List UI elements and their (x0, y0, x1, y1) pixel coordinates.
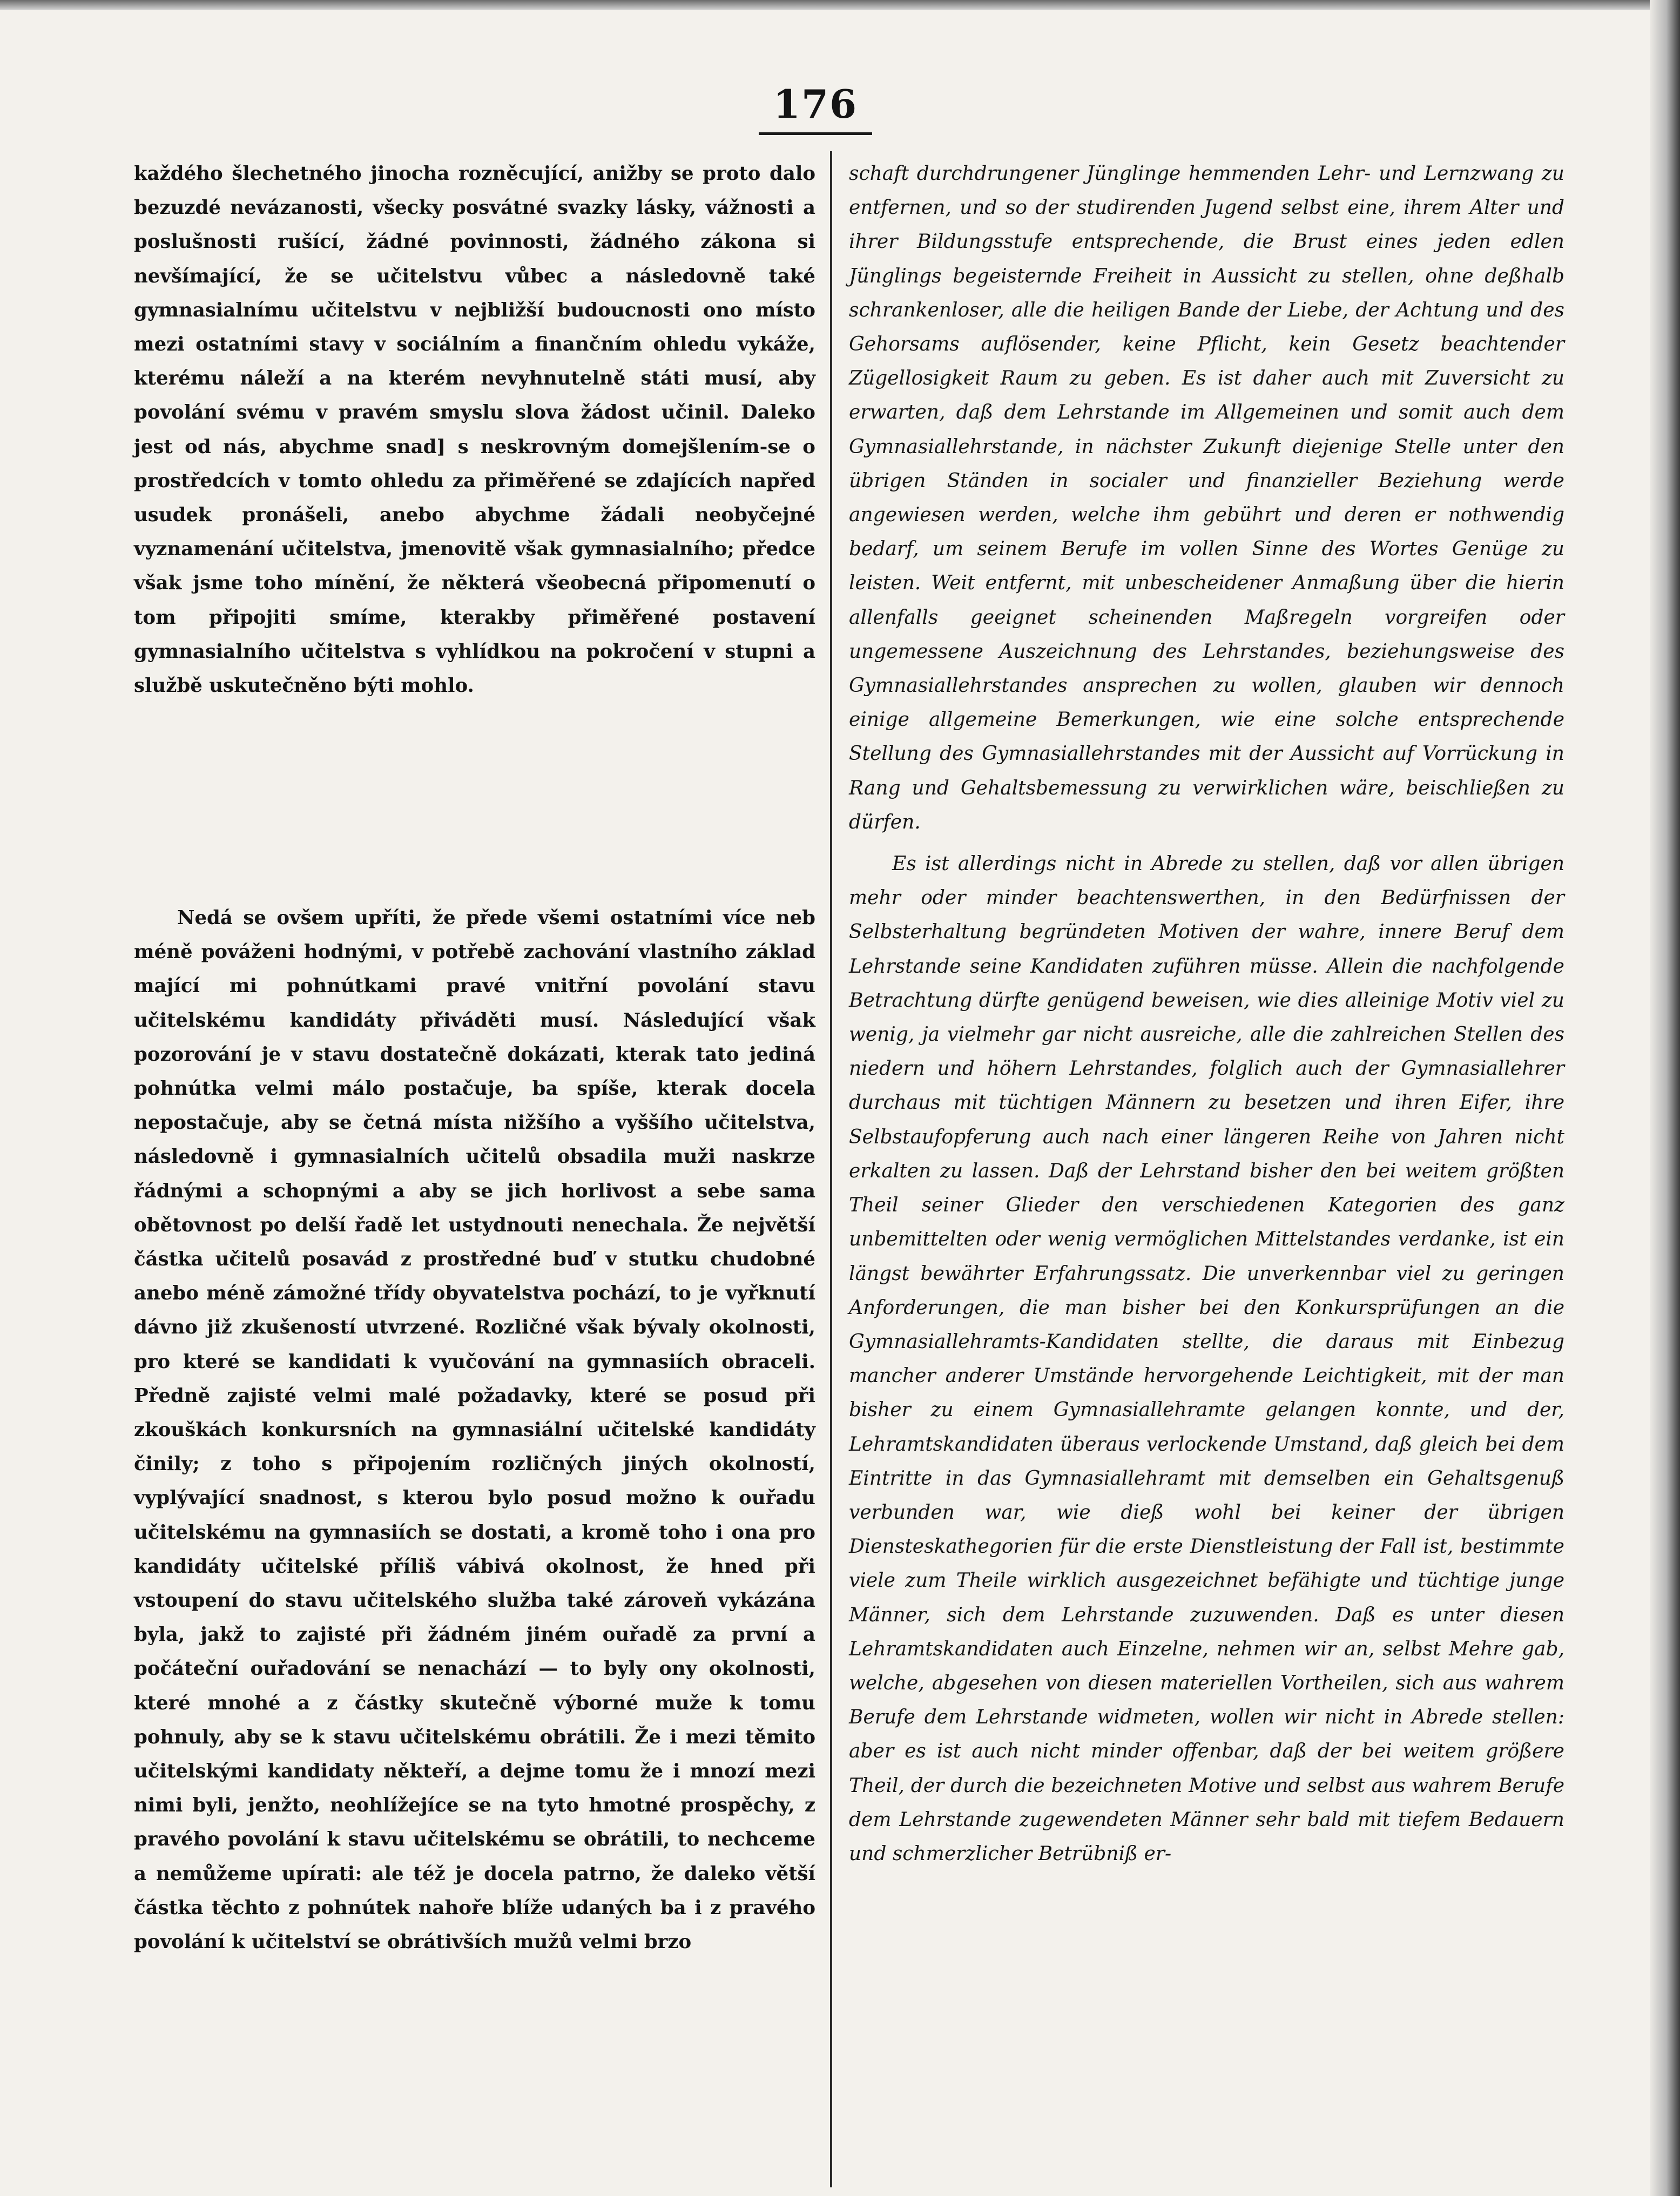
scan-top-edge (0, 0, 1680, 10)
czech-paragraph-2: Nedá se ovšem upříti, že přede všemi ostatními více neb méně pováženi hodnými, v potřebě zachování vlastního základ mající mi pohnútkami pravé vnitřní povolání stavu učitelskému kandidáty přiváděti musí. Následující však pozorování je v stavu dostatečně dokázati, kterak tato jediná pohnútka velmi málo postačuje, ba spíše, kterak docela nepostačuje, aby se četná místa nižšího a vyššího učitelstva, následovně i gymnasialních učitelů obsadila muži naskrze řádnými a schopnými a aby se jich horlivost a sebe sama obětovnost po delší řadě let ustydnouti nenechala. Že největší částka učitelů posavád z prostředné buď v stutku chudobné anebo méně zámožné třídy obyvatelstva pochází, to je vyřknutí dávno již zkušeností utvrzené. Rozličné však bývaly okolnosti, pro které se kandidati k vyučování na gymnasiích obraceli. Předně zajisté velmi malé požadavky, které se posud při zkouškách konkursních na gymnasiální učitelské kandidáty činily; z toho s připojením rozličných jiných okolností, vyplývající snadnost, s kterou bylo posud možno k ouřadu učitelskému na gymnasiích se dostati, a kromě toho i ona pro kandidáty učitelské příliš vábivá okolnost, že hned při vstoupení do stavu učitelského služba také zároveň vykázána byla, jakž to zajisté při žádném jiném ouřadě za první a počáteční ouřadování se nenachází — to byly ony okolnosti, které mnohé a z částky skutečně výborné muže k tomu pohnuly, aby se k stavu učitelskému obrátili. Že i mezi těmito učitelskými kandidaty někteří, a dejme tomu že i mnozí mezi nimi byli, jenžto, neohlížejíce se na tyto hmotné prospěchy, z pravého povolání k stavu učitelskému se obrátili, to nechceme a nemůžeme upírati: ale též je docela patrno, že daleko větší částka těchto z pohnútek nahoře blíže udaných ba i z pravého povolání k učitelství se obrátivších mužů velmi brzo (134, 907, 815, 1954)
scan-right-edge (1650, 0, 1680, 2196)
left-column-lower (134, 901, 815, 1959)
paragraph-gap (849, 839, 1564, 847)
page-number-underline (759, 132, 872, 135)
czech-paragraph-1: každého šlechetného jinocha rozněcující, anižby se proto dalo bezuzdé nevázanosti, všecky posvátné svazky lásky, vážnosti a poslušnosti rušící, žádné povinnosti, žádného zákona si nevšímající, že se učitelstvu vůbec a následovně také gymnasialnímu učitelstvu v nejbližší budoucnosti ono místo mezi ostatními stavy v sociálním a finančním ohledu vykáže, kterému náleží a na kterém nevyhnutelně státi musí, aby povolání svému v pravém smyslu slova žádost učinil. Daleko jest od nás, abychme snad] s neskrovným domejšlením-se o prostředcích v tomto ohledu za přiměřené se zdajících napřed usudek pronášeli, anebo abychme žádali neobyčejné vyznamenání učitelstva, jmenovitě však gymnasialního; předce však jsme toho mínění, že některá všeobecná připomenutí o tom připojiti smíme, kterakby přiměřené postavení gymnasialního učitelstva s vyhlídkou na pokročení v stupni a službě uskutečněno býti mohlo. (134, 163, 815, 697)
left-column-upper (134, 157, 815, 703)
right-column (849, 157, 1564, 1871)
german-paragraph-2: Es ist allerdings nicht in Abrede zu stellen, daß vor allen übrigen mehr oder minder beachtenswerthen, in den Bedürfnissen der Selbsterhaltung begründeten Motiven der wahre, innere Beruf dem Lehrstande seine Kandidaten zuführen müsse. Allein die nachfolgende Betrachtung dürfte genügend beweisen, wie dies alleinige Motiv viel zu wenig, ja vielmehr gar nicht ausreiche, alle die zahlreichen Stellen des niedern und höhern Lehrstandes, folglich auch der Gymnasiallehrer durchaus mit tüchtigen Männern zu besetzen und ihren Eifer, ihre Selbstaufopferung auch nach einer längeren Reihe von Jahren nicht erkalten zu lassen. Daß der Lehrstand bisher den bei weitem größten Theil seiner Glieder den verschiedenen Kategorien des ganz unbemittelten oder wenig vermöglichen Mittelstandes verdanke, ist ein längst bewährter Erfahrungssatz. Die unverkennbar viel zu geringen Anforderungen, die man bisher bei den Konkursprüfungen an die Gymnasiallehramts-Kandidaten stellte, die daraus mit Einbezug mancher anderer Umstände hervorgehende Leichtigkeit, mit der man bisher zu einem Gymnasiallehramte gelangen konnte, und der, Lehramtskandidaten überaus verlockende Umstand, daß gleich bei dem Eintritte in das Gymnasiallehramt mit demselben ein Gehaltsgenuß verbunden war, wie dieß wohl bei keiner der übrigen Diensteskathegorien für die erste Dienstleistung der Fall ist, bestimmte viele zum Theile wirklich ausgezeichnet befähigte und tüchtige junge Männer, sich dem Lehrstande zuzuwenden. Daß es unter diesen Lehramtskandidaten auch Einzelne, nehmen wir an, selbst Mehre gab, welche, abgesehen von diesen materiellen Vortheilen, sich aus wahrem Berufe dem Lehrstande widmeten, wollen wir nicht in Abrede stellen: aber es ist auch nicht minder offenbar, daß der bei weitem größere Theil, der durch die bezeichneten Motive und selbst aus wahrem Berufe dem Lehrstande zugewendeten Männer sehr bald mit tiefem Bedauern und schmerzlicher Betrübniß er- (849, 853, 1564, 1865)
page-number: 176 (773, 81, 858, 127)
column-divider (830, 151, 832, 2187)
german-paragraph-1: schaft durchdrungener Jünglinge hemmenden Lehr- und Lernzwang zu entfernen, und so der studirenden Jugend selbst eine, ihrem Alter und ihrer Bildungsstufe entsprechende, die Brust eines jeden edlen Jünglings begeisternde Freiheit in Aussicht zu stellen, ohne deßhalb schrankenloser, alle die heiligen Bande der Liebe, der Achtung und des Gehorsams auflösender, keine Pflicht, kein Gesetz beachtender Zügellosigkeit Raum zu geben. Es ist daher auch mit Zuversicht zu erwarten, daß dem Lehrstande im Allgemeinen und somit auch dem Gymnasiallehrstande, in nächster Zukunft diejenige Stelle unter den übrigen Ständen in socialer und finanzieller Beziehung werde angewiesen werden, welche ihm gebührt und deren er nothwendig bedarf, um seinem Berufe im vollen Sinne des Wortes Genüge zu leisten. Weit entfernt, mit unbescheidener Anmaßung über die hierin allenfalls geeignet scheinenden Maßregeln vorgreifen oder ungemessene Auszeichnung des Lehrstandes, beziehungsweise des Gymnasiallehrstandes ansprechen zu wollen, glauben wir dennoch einige allgemeine Bemerkungen, wie eine solche entsprechende Stellung des Gymnasiallehrstandes mit der Aussicht auf Vorrückung in Rang und Gehaltsbemessung zu verwirklichen wäre, beischließen zu dürfen. (849, 163, 1564, 833)
